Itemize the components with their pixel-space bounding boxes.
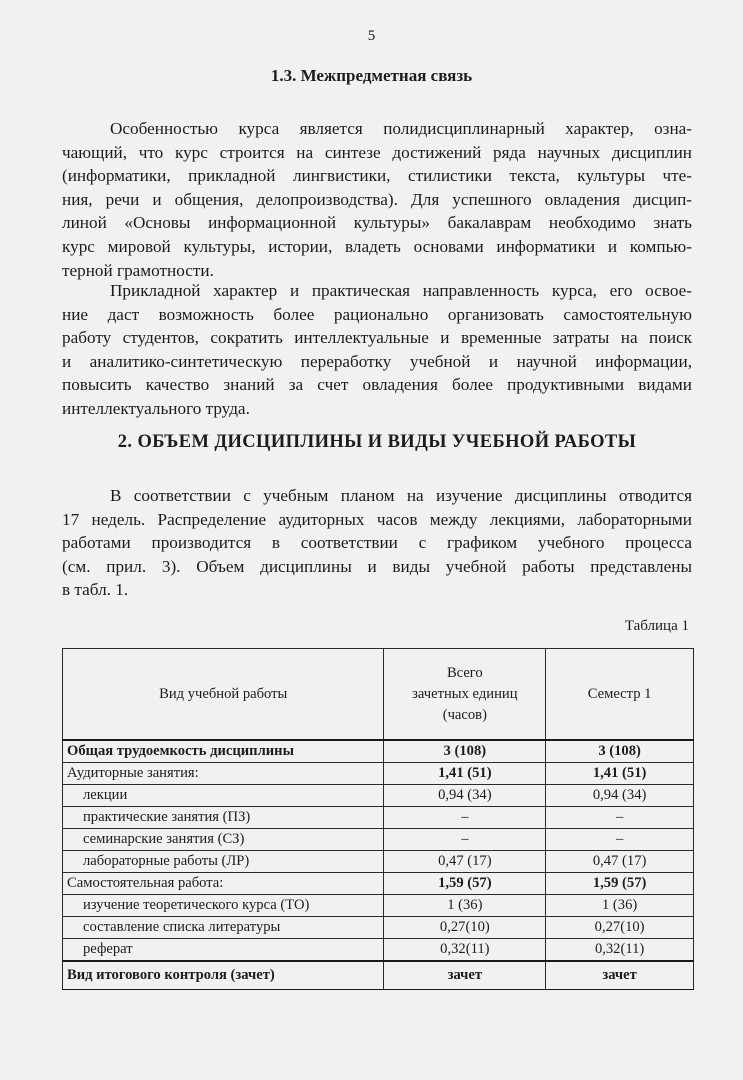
text-line: повысить качество знаний за счет овладения более продуктивными видами [62,375,692,395]
row-semester: 1,41 (51) [546,763,694,785]
text-line: курс мировой культуры, истории, владеть основами информатики и компью- [62,236,692,256]
row-semester: – [546,807,694,829]
row-semester: 1,59 (57) [546,873,694,895]
text-line: (см. прил. 3). Объем дисциплины и виды учебной работы представлены [62,556,692,576]
header-work-type: Вид учебной работы [63,649,384,741]
text-line: Особенностью курса является полидисциплинарный характер, озна- [110,119,692,138]
text-line: работами производится в соответствии с графиком учебного процесса [62,533,692,553]
row-total: – [384,829,546,851]
row-semester: 3 (108) [546,740,694,763]
row-name: Самостоятельная работа: [63,873,384,895]
row-total: – [384,807,546,829]
table-row [63,785,694,807]
table-row [63,807,694,829]
row-name: составление списка литературы [63,917,384,939]
text-line: и аналитико-синтетическую переработку учебной и научной информации, [62,351,692,371]
row-semester: 1 (36) [546,895,694,917]
row-name: реферат [63,939,384,962]
row-name: семинарские занятия (СЗ) [63,829,384,851]
table-row [63,740,694,763]
table-header-row [63,649,694,741]
text-line: ния, речи и общения, делопроизводства). Для успешного овладения дисцип- [62,189,692,209]
header-total-credits [384,649,546,741]
row-total: 0,27(10) [384,917,546,939]
row-total: зачет [384,961,546,990]
text-line: чающий, что курс строится на синтезе достижений ряда научных дисциплин [62,142,692,162]
row-name: практические занятия (ПЗ) [63,807,384,829]
text-line: Прикладной характер и практическая направленность курса, его освое- [110,281,692,300]
chapter-heading: 2. ОБЪЕМ ДИСЦИПЛИНЫ И ВИДЫ УЧЕБНОЙ РАБОТЫ [117,432,637,452]
row-name: лабораторные работы (ЛР) [63,851,384,873]
text-line: В соответствии с учебным планом на изучение дисциплины отводится [110,486,692,505]
row-total: 1,59 (57) [384,873,546,895]
header-line: зачетных единиц [412,685,518,702]
row-name: Вид итогового контроля (зачет) [63,961,384,990]
row-semester: 0,32(11) [546,939,694,962]
header-semester-1: Семестр 1 [546,649,694,741]
table-row [63,763,694,785]
row-total: 0,47 (17) [384,851,546,873]
table-row [63,939,694,962]
text-line: линой «Основы информационной культуры» бакалаврам необходимо знать [62,213,692,233]
table-row [63,895,694,917]
row-name: лекции [63,785,384,807]
row-total: 3 (108) [384,740,546,763]
row-semester: – [546,829,694,851]
table-row [63,917,694,939]
page-number: 5 [367,28,376,44]
header-line: (часов) [442,706,487,723]
row-semester: 0,47 (17) [546,851,694,873]
table-row [63,829,694,851]
table-row [63,851,694,873]
text-line: работу студентов, сократить интеллектуальные и временные затраты на поиск [62,328,692,348]
row-name: изучение теоретического курса (ТО) [63,895,384,917]
text-line: в табл. 1. [62,580,129,600]
text-line: терной грамотности. [62,260,214,280]
row-total: 0,94 (34) [384,785,546,807]
row-name: Общая трудоемкость дисциплины [63,740,384,763]
text-line: ние даст возможность более рационально организовать самостоятельную [62,304,692,324]
table-row [63,961,694,990]
paragraph-interdisciplinary [62,117,692,282]
table-row [63,873,694,895]
workload-table [62,648,694,990]
row-semester: 0,94 (34) [546,785,694,807]
row-total: 0,32(11) [384,939,546,962]
paragraph-study-plan [62,484,692,602]
table-caption: Таблица 1 [624,618,689,634]
text-line: (информатики, прикладной лингвистики, стилистики текста, культуры чте- [62,166,692,186]
section-heading: 1.3. Межпредметная связь [270,66,473,85]
text-line: 17 недель. Распределение аудиторных часов между лекциями, лабораторными [62,509,692,529]
paragraph-applied-character [62,279,692,421]
row-total: 1,41 (51) [384,763,546,785]
header-line: Всего [446,664,483,681]
row-semester: зачет [546,961,694,990]
text-line: интеллектуального труда. [62,398,250,418]
row-semester: 0,27(10) [546,917,694,939]
row-total: 1 (36) [384,895,546,917]
row-name: Аудиторные занятия: [63,763,384,785]
